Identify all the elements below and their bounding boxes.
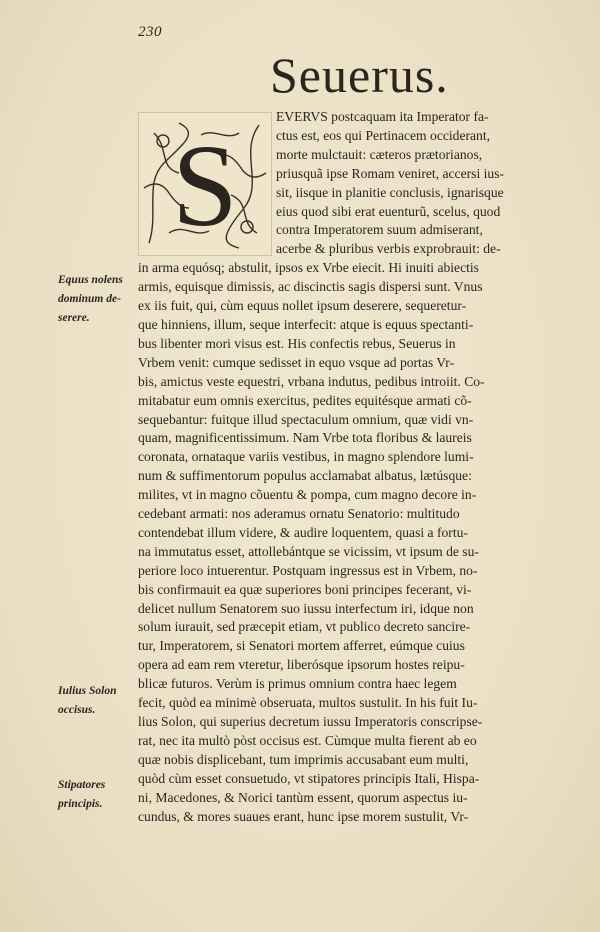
text-line: armis, equisque dimissis, ac discinctis sagis dispersi sunt. Vnus <box>138 279 483 295</box>
text-line: morte mulctauit: cæteros prætorianos, <box>276 146 483 162</box>
text-line: ctus est, eos qui Pertinacem occiderant, <box>276 127 491 143</box>
text-line: quæ nobis displicebant, tum imprimis accusabant eum multi, <box>138 751 469 767</box>
margin-note-iulius-solon <box>58 682 138 720</box>
text-line: quòd cùm esset consuetudo, vt stipatores principis Itali, Hispa- <box>138 770 480 786</box>
text-line: eius quod sibi erat euenturũ, scelus, quod <box>276 203 501 219</box>
text-line: bis confirmauit ea quæ superiores boni principes fecerant, vi- <box>138 581 472 597</box>
text-line: solum iurauit, sed præcepit etiam, vt publico decreto sancire- <box>138 619 471 635</box>
margin-note-line: Equus nolens <box>58 274 123 286</box>
text-line: opera ad eam rem vteretur, liberósque ipsorum hostes reipu- <box>138 657 465 673</box>
text-line: num & suffimentorum populus acclamabat albatus, lætúsque: <box>138 468 472 484</box>
text-line: delicet nullum Senatorem suo iussu interfectum iri, idque non <box>138 600 474 616</box>
margin-note-line: Stipatores <box>58 779 106 791</box>
margin-note-stipatores <box>58 776 138 814</box>
margin-note-line: occisus. <box>58 703 96 716</box>
text-line: sequebantur: fuitque illud spectaculum omnium, quæ vidi vn- <box>138 411 474 427</box>
text-line: milites, vt in magno cõuentu & pompa, cum magno decore in- <box>138 487 477 503</box>
text-line: na immutatus esset, attollebántque se vicissim, vt ipsum de su- <box>138 543 479 559</box>
initial-letter-glyph: S <box>172 120 238 251</box>
text-line: tur, Imperatorem, si Senatori mortem afferret, eúmque cuius <box>138 638 465 654</box>
text-line: bus libenter mori visus est. His confectis rebus, Seuerus in <box>138 335 456 351</box>
text-line: fecit, quòd ea minimè obseruata, multos sustulit. In his fuit Iu- <box>138 695 478 711</box>
margin-note-line: Iulius Solon <box>58 685 117 697</box>
text-line: in arma equósq; abstulit, ipsos ex Vrbe eiecit. Hi inuiti abiectis <box>138 260 479 276</box>
text-line: quam, magnificentissimum. Nam Vrbe tota floribus & laureis <box>138 430 472 446</box>
text-line: blicæ futuros. Verùm is primus omnium contra haec legem <box>138 676 457 692</box>
margin-note-line: dominum de- <box>58 292 121 305</box>
chapter-heading: Seuerus. <box>270 47 449 103</box>
margin-note-equus <box>58 271 138 328</box>
text-line: cedebant armati: nos aderamus ornatu Senatorio: multitudo <box>138 506 460 522</box>
text-line: ni, Macedones, & Norici tantùm essent, quorum aspectus iu- <box>138 789 468 805</box>
text-line: priusquã ipse Romam veniret, accersi ius- <box>276 165 505 181</box>
text-line: bis, amictus veste equestri, vrbana indutus, pedibus introiit. Co- <box>138 373 485 389</box>
text-line: que hinniens, illum, seque interfecit: atque is equus spectanti- <box>138 316 474 332</box>
text-line: coronata, ornataque variis vestibus, in magno splendore lumi- <box>138 449 474 465</box>
margin-note-line: serere. <box>58 311 90 324</box>
text-line: Vrbem venit: cumque sedisset in equo vsque ad portas Vr- <box>138 354 455 370</box>
margin-note-line: principis. <box>58 797 103 810</box>
text-line: acerbe & pluribus verbis exprobrauit: de- <box>276 241 501 257</box>
text-line: rat, nec ita multò pòst occisus est. Cùmque multa fierent ab eo <box>138 732 477 748</box>
text-line: contra Imperatorem suum admiserant, <box>276 222 483 238</box>
text-line: cundus, & mores suaues erant, hunc ipse morem sustulit, Vr- <box>138 808 469 824</box>
page-number: 230 <box>138 24 162 40</box>
body-text <box>138 108 554 826</box>
text-line: ex iis fuit, qui, cùm equus nollet ipsum deserere, sequeretur- <box>138 298 467 314</box>
text-line: sit, iisque in planitie conclusis, ignarisque <box>276 184 504 200</box>
text-line: contendebat illum videre, & audire loquentem, quasi a fortu- <box>138 524 468 540</box>
text-line: periore loco intuerentur. Postquam ingressus est in Vrbem, no- <box>138 562 478 578</box>
text-line: EVERVS postcaquam ita Imperator fa- <box>276 109 489 124</box>
text-line: mitabatur eum omnis exercitus, pedites equitésque armati cõ- <box>138 392 472 408</box>
text-line: lius Solon, qui superius decretum iussu Imperatoris conscripse- <box>138 714 483 729</box>
